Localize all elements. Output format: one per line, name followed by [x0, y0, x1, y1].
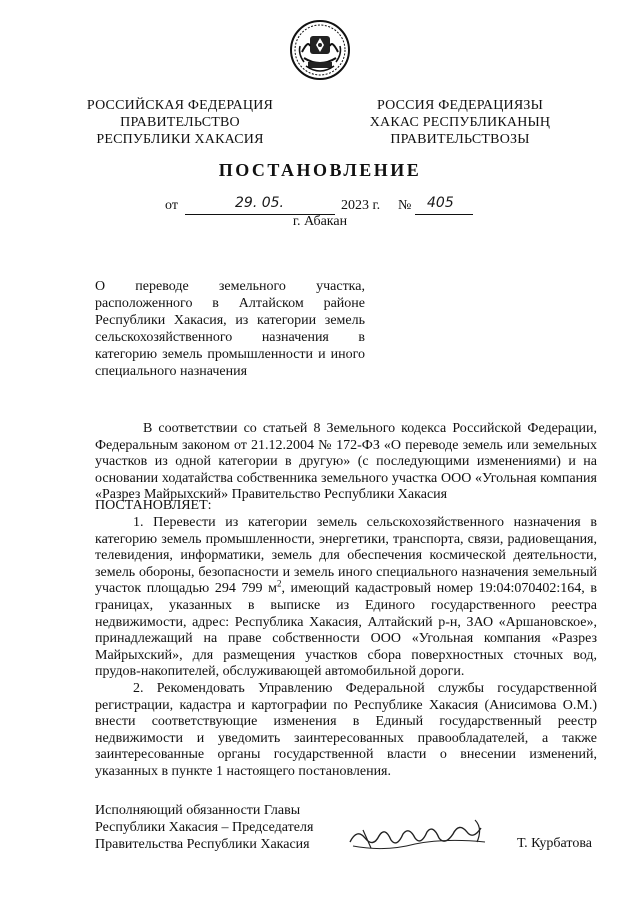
signatory-position	[95, 802, 313, 853]
handwritten-signature	[345, 808, 495, 858]
item-2-paragraph: 2. Рекомендовать Управлению Федеральной службы государственной регистрации, кадастра и картографии по Республике Хакасия (Анисимова О.М.) внести соответствующие изменения в Единый государственный реестр недвижимости и уведомить заинтересованных правообладателей, а также заинтересованные органы государственной власти о внесении изменений, указанных в пункте 1 настоящего постановления.	[95, 681, 597, 779]
handwritten-number: 405	[427, 195, 454, 211]
signatory-name: Т. Курбатова	[517, 836, 592, 851]
year-label: 2023 г.	[341, 198, 381, 213]
city-label: г. Абакан	[292, 214, 348, 229]
header-left-line: РЕСПУБЛИКИ ХАКАСИЯ	[96, 132, 264, 147]
superscript-2: 2	[276, 578, 282, 589]
header-right-line: ХАКАС РЕСПУБЛИКАНЫҢ	[369, 115, 551, 130]
decree-word: ПОСТАНОВЛЯЕТ:	[95, 498, 212, 513]
document-subject: О переводе земельного участка, расположенного в Алтайском районе Республики Хакасия, из категории земель сельскохозяйственного назначения в категорию земель промышленности и иного специального назначения	[95, 279, 365, 379]
header-right	[355, 97, 565, 148]
coat-of-arms-icon	[288, 18, 352, 82]
position-line: Республики Хакасия – Председателя	[95, 820, 314, 835]
header-right-line: РОССИЯ ФЕДЕРАЦИЯЗЫ	[376, 98, 544, 113]
handwritten-date: 29. 05.	[235, 195, 284, 211]
document-title: ПОСТАНОВЛЕНИЕ	[218, 160, 422, 180]
position-line: Правительства Республики Хакасия	[95, 837, 310, 852]
position-line: Исполняющий обязанности Главы	[95, 803, 301, 818]
header-left-line: РОССИЙСКАЯ ФЕДЕРАЦИЯ	[86, 98, 274, 113]
header-left-line: ПРАВИТЕЛЬСТВО	[120, 115, 240, 130]
header-right-line: ПРАВИТЕЛЬСТВОЗЫ	[390, 132, 530, 147]
item-1-text-b: , имеющий кадастровый номер 19:04:070402:164, в границах, указанных в выписке из Единого государственного реестра недвижимости, адрес: Республика Хакасия, Алтайский р-н, ЗАО «Аршановское», принадлежащий на праве собственности ООО «Угольная компания «Разрез Майрыхский», для размещения участков сбора поверхностных сточных вод, прудов-накопителей, обслуживающей автомобильной дороги.	[95, 581, 597, 680]
preamble-text: В соответствии со статьей 8 Земельного кодекса Российской Федерации, Федеральным законом от 21.12.2004 № 172-ФЗ «О переводе земель или земельных участков из одной категории в другую» (с последующими изменениями) и на основании ходатайства собственника земельного участка ООО «Угольная компания «Разрез Майрыхский» Правительство Республики Хакасия	[95, 421, 597, 503]
preamble-paragraph	[95, 421, 597, 504]
item-1-text-a: 1. Перевести из категории земель сельскохозяйственного назначения в категорию земель промышленности, энергетики, транспорта, связи, радиовещания, телевидения, информатики, земель для обеспечения космической деятельности, земель обороны, безопасности и земель иного специального назначения земельный участок площадью 294 799 м	[95, 515, 597, 597]
number-label: №	[398, 198, 412, 213]
header-left	[80, 97, 280, 148]
item-1-paragraph	[95, 515, 597, 681]
from-label: от	[165, 198, 178, 213]
